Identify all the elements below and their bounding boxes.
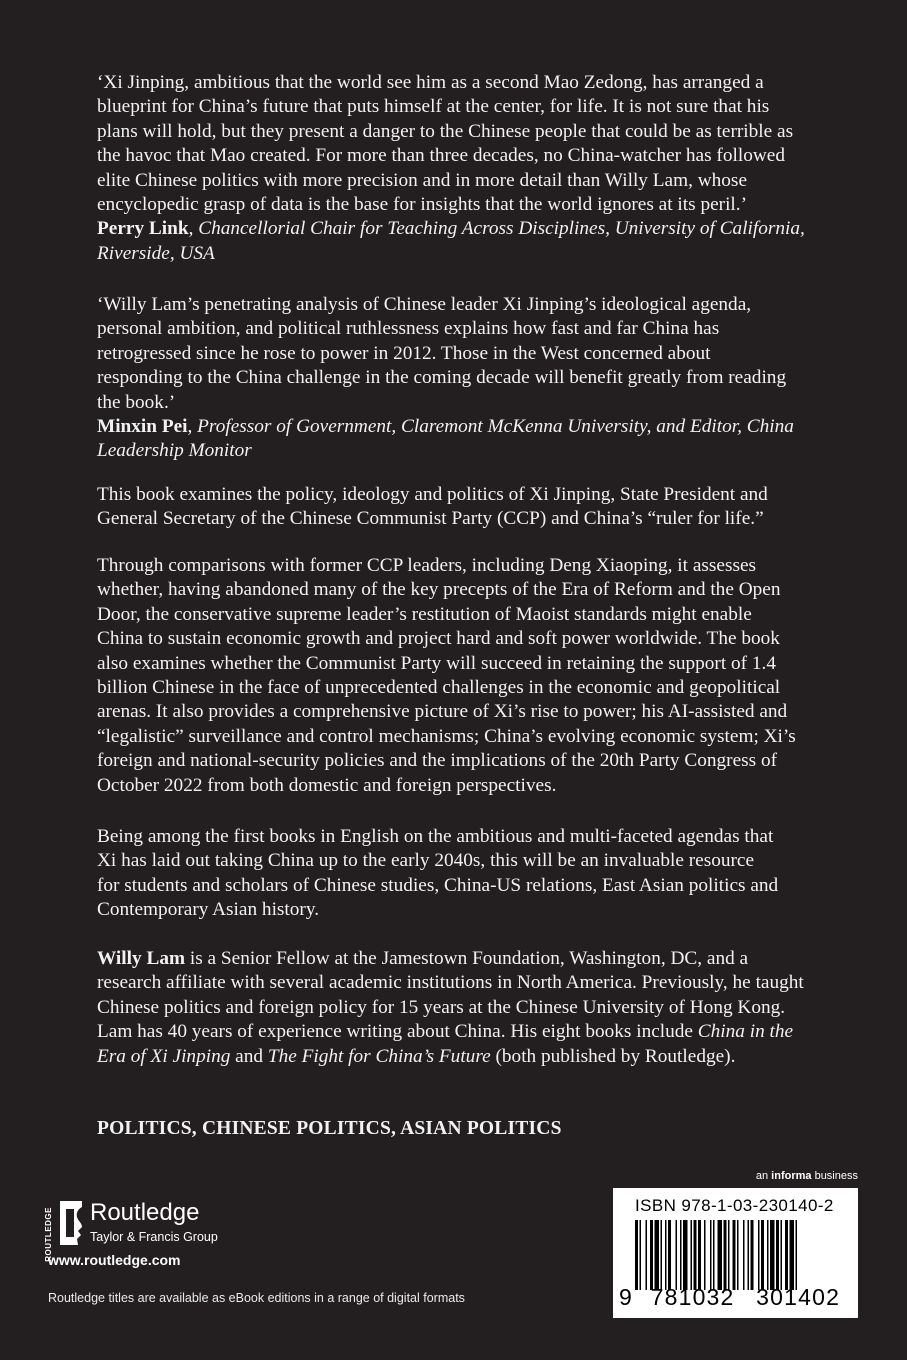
quote-line: elite Chinese politics with more precision and in more detail than Willy Lam, whose xyxy=(97,169,747,191)
paragraph-line: “legalistic” surveillance and control mechanisms; China’s evolving economic system; Xi’s xyxy=(97,725,796,747)
description-paragraph-2 xyxy=(97,554,817,798)
barcode-bar xyxy=(761,1220,764,1290)
barcode-bar xyxy=(635,1220,638,1290)
quote-line: ‘Willy Lam’s penetrating analysis of Chinese leader Xi Jinping’s ideological agenda, xyxy=(97,294,752,315)
publisher-name: Routledge xyxy=(90,1199,200,1226)
quote-attribution: Perry Link, Chancellorial Chair for Teaching Across Disciplines, University of California, xyxy=(97,218,805,240)
quote-affiliation-continued: Riverside, USA xyxy=(97,242,215,264)
paragraph-line: arenas. It also provides a comprehensive picture of Xi’s rise to power; his AI-assisted and xyxy=(97,701,788,723)
paragraph-line: Xi has laid out taking China up to the early 2040s, this will be an invaluable resource xyxy=(97,850,755,872)
barcode-bar xyxy=(785,1220,788,1290)
quote-line: retrogressed since he rose to power in 2012. Those in the West concerned about xyxy=(97,342,711,364)
barcode-bar xyxy=(694,1220,697,1290)
quote-author: Perry Link xyxy=(97,218,189,240)
barcode-bar xyxy=(713,1220,715,1290)
barcode-bar xyxy=(718,1220,723,1290)
quote-line: the havoc that Mao created. For more than three decades, no China-watcher has followed xyxy=(97,145,785,167)
barcode-bar xyxy=(743,1220,745,1290)
barcode-bar xyxy=(668,1220,671,1290)
barcode-bar xyxy=(680,1220,682,1290)
paragraph-line: foreign and national-security policies and the implications of the 20th Party Congress of xyxy=(97,750,778,772)
barcode-bar xyxy=(781,1220,783,1290)
book-title: China in the xyxy=(697,1021,794,1043)
book-title: Era of Xi Jinping xyxy=(97,1045,231,1067)
barcode-bar xyxy=(770,1220,775,1290)
quote-line: plans will hold, but they present a danger to the Chinese people that could be as terrible as xyxy=(97,120,794,142)
quote-affiliation-continued: Leadership Monitor xyxy=(97,440,252,462)
barcode-bar xyxy=(728,1220,730,1290)
paragraph-line: for students and scholars of Chinese studies, China-US relations, East Asian politics and xyxy=(97,874,779,896)
barcode-bar xyxy=(650,1220,653,1290)
subject-categories: POLITICS, CHINESE POLITICS, ASIAN POLITICS xyxy=(97,1118,562,1139)
barcode-digits-left: 781032 xyxy=(650,1284,735,1310)
isbn-barcode xyxy=(613,1188,858,1318)
quote-author: Minxin Pei xyxy=(97,416,188,438)
author-name: Willy Lam xyxy=(97,948,186,969)
author-bio xyxy=(97,947,817,1069)
bio-line: Chinese politics and foreign policy for 15 years at the Chinese University of Hong Kong. xyxy=(97,996,786,1018)
publisher-website: www.routledge.com xyxy=(48,1252,181,1268)
publisher-group: Taylor & Francis Group xyxy=(90,1230,218,1244)
routledge-head-icon xyxy=(56,1199,86,1247)
quote-line: encyclopedic grasp of data is the base for insights that the world ignores at its peril.’ xyxy=(97,194,748,216)
barcode-bar xyxy=(676,1220,678,1290)
paragraph-line: also examines whether the Communist Party will succeed in retaining the support of 1.4 xyxy=(97,652,776,674)
barcode-digit-first: 9 xyxy=(619,1284,633,1310)
barcode-bar xyxy=(776,1220,779,1290)
barcode-bar xyxy=(724,1220,727,1290)
ebook-availability-note: Routledge titles are available as eBook editions in a range of digital formats xyxy=(48,1291,465,1305)
barcode-bar xyxy=(748,1220,750,1290)
barcode-digits xyxy=(619,1284,855,1311)
paragraph-line: Through comparisons with former CCP leaders, including Deng Xiaoping, it assesses xyxy=(97,555,757,576)
paragraph-line: General Secretary of the Chinese Communist Party (CCP) and China’s “ruler for life.” xyxy=(97,508,764,530)
book-title: The Fight for China’s Future xyxy=(267,1045,491,1067)
paragraph-line: China to sustain economic growth and project hard and soft power worldwide. The book xyxy=(97,628,780,650)
barcode-bar xyxy=(640,1220,642,1290)
barcode-bar xyxy=(646,1220,648,1290)
bio-line: Era of Xi Jinping and The Fight for China’s Future (both published by Routledge). xyxy=(97,1045,736,1067)
barcode-bar xyxy=(733,1220,736,1290)
barcode-bar xyxy=(767,1220,769,1290)
barcode-bar xyxy=(790,1220,795,1290)
bio-line: research affiliate with several academic institutions in North America. Previously, he taught xyxy=(97,972,804,994)
paragraph-line: Door, the conservative supreme leader’s restitution of Maoist standards might enable xyxy=(97,603,752,625)
quote-attribution: Minxin Pei, Professor of Government, Claremont McKenna University, and Editor, China xyxy=(97,416,794,438)
barcode-bar xyxy=(691,1220,693,1290)
paragraph-line: Contemporary Asian history. xyxy=(97,899,320,921)
bio-line: Lam has 40 years of experience writing about China. His eight books include China in the xyxy=(97,1021,794,1043)
quote-line: blueprint for China’s future that puts himself at the center, for life. It is not sure that his xyxy=(97,96,770,118)
endorsement-quote-perry-link xyxy=(97,71,817,266)
barcode-bar xyxy=(704,1220,706,1290)
barcode-bar xyxy=(683,1220,688,1290)
bio-line: Willy Lam is a Senior Fellow at the Jamestown Foundation, Washington, DC, and a xyxy=(97,948,749,969)
paragraph-line: whether, having abandoned many of the key precepts of the Era of Reform and the Open xyxy=(97,579,781,601)
quote-line: responding to the China challenge in the coming decade will benefit greatly from reading xyxy=(97,367,787,389)
paragraph-line: October 2022 from both domestic and foreign perspectives. xyxy=(97,774,557,796)
quote-line: the book.’ xyxy=(97,391,176,413)
quote-line: personal ambition, and political ruthlessness explains how fast and far China has xyxy=(97,318,720,340)
paragraph-line: This book examines the policy, ideology and politics of Xi Jinping, State President and xyxy=(97,484,768,505)
quote-line: ‘Xi Jinping, ambitious that the world see him as a second Mao Zedong, has arranged a xyxy=(97,72,764,93)
description-paragraph-3 xyxy=(97,825,817,923)
description-paragraph-1 xyxy=(97,483,817,532)
barcode-bar xyxy=(698,1220,701,1290)
barcode-bar xyxy=(665,1220,667,1290)
barcode-bar xyxy=(751,1220,754,1290)
barcode-bars xyxy=(635,1220,843,1290)
barcode-bar xyxy=(737,1220,739,1290)
paragraph-line: billion Chinese in the face of unprecedented challenges in the economic and geopolitical xyxy=(97,677,781,699)
barcode-bar xyxy=(661,1220,663,1290)
informa-business-label: an informa business xyxy=(755,1170,858,1182)
barcode-bar xyxy=(758,1220,760,1290)
quote-affiliation: Chancellorial Chair for Teaching Across Disciplines, University of California, xyxy=(198,218,805,240)
barcode-digits-right: 301402 xyxy=(756,1284,841,1310)
quote-affiliation: Professor of Government, Claremont McKenna University, and Editor, China xyxy=(197,416,794,438)
barcode-bar xyxy=(655,1220,660,1290)
endorsement-quote-minxin-pei xyxy=(97,293,817,464)
paragraph-line: Being among the first books in English on the ambitious and multi-faceted agendas that xyxy=(97,826,774,847)
isbn-number: ISBN 978-1-03-230140-2 xyxy=(635,1196,834,1215)
routledge-vertical-wordmark: ROUTLEDGE xyxy=(44,1207,53,1262)
barcode-bar xyxy=(796,1220,798,1290)
barcode-bar xyxy=(710,1220,712,1290)
